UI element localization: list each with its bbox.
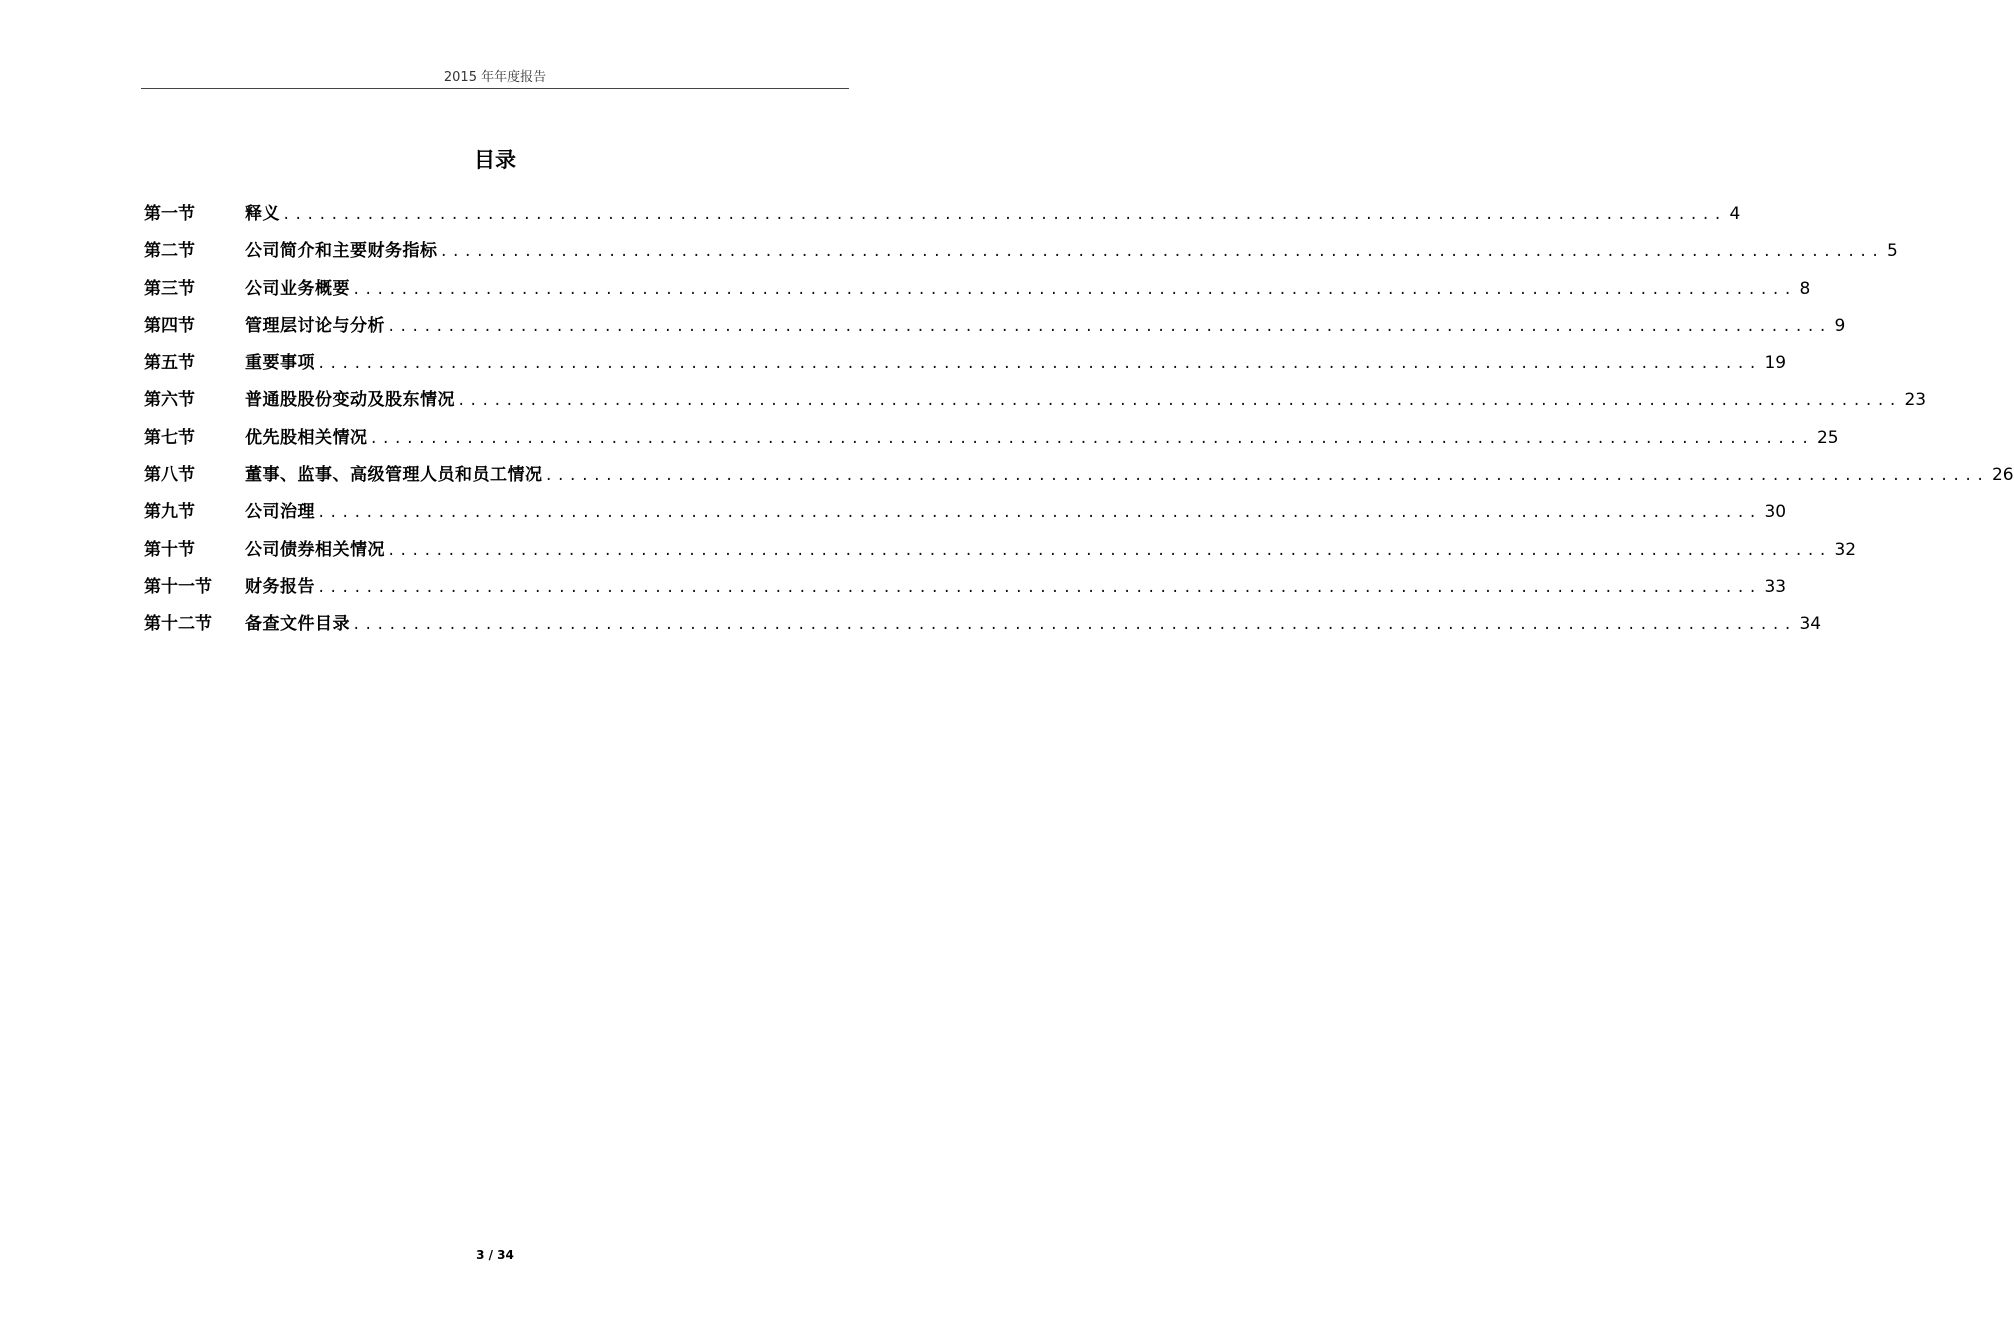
toc-leader-dots: ........................................................................................................................ [387,318,1831,335]
toc-section-title: 公司治理 [245,502,315,523]
toc-section-number: 第七节 [144,427,195,448]
toc-entry[interactable] [144,348,1787,385]
toc-leader-dots: ........................................................................................................................ [439,244,1883,261]
toc-entry[interactable] [144,274,1811,311]
toc-entry[interactable] [144,236,1898,273]
toc-entry[interactable] [144,423,1839,460]
toc-section-title: 公司债券相关情况 [245,539,385,560]
toc-section-title: 备查文件目录 [245,614,350,635]
toc-page-number: 23 [1904,390,1927,411]
toc-leader-dots: ........................................................................................................................ [387,542,1831,559]
page-header: 2015 年年度报告 [443,70,547,85]
toc-section-number: 第二节 [144,241,195,262]
toc-section-number: 第四节 [144,315,195,336]
toc-section-title: 优先股相关情况 [245,427,368,448]
toc-leader-dots: ........................................................................................................................ [544,468,1988,485]
toc-leader-dots: ........................................................................................................................ [317,505,1761,522]
toc-page-number: 32 [1834,539,1857,560]
toc-entry[interactable] [144,385,1927,422]
toc-page-number: 26 [1991,465,2014,486]
toc-leader-dots: ........................................................................................................................ [352,617,1796,634]
toc-section-number: 第十二节 [144,614,212,635]
toc-section-number: 第九节 [144,502,195,523]
toc-leader-dots: ........................................................................................................................ [282,207,1726,223]
toc-page-number: 5 [1886,241,1898,262]
toc-entry[interactable] [144,199,1741,236]
toc-page-number: 9 [1834,315,1846,336]
toc-section-title: 管理层讨论与分析 [245,315,385,336]
toc-title: 目录 [474,148,516,172]
toc-section-title: 重要事项 [245,353,315,374]
toc-section-number: 第十一节 [144,576,212,597]
table-of-contents [144,199,2014,647]
toc-section-number: 第三节 [144,278,195,299]
header-divider [141,88,849,89]
toc-entry[interactable] [144,572,1787,609]
toc-entry[interactable] [144,460,2014,497]
toc-leader-dots: ........................................................................................................................ [317,579,1761,596]
toc-page-number: 30 [1764,502,1787,523]
toc-entry[interactable] [144,535,1857,572]
toc-section-number: 第一节 [144,204,195,224]
toc-leader-dots: ........................................................................................................................ [369,430,1813,447]
toc-section-title: 财务报告 [245,576,315,597]
page-number-footer: 3 / 34 [476,1248,514,1262]
toc-entry[interactable] [144,609,1822,646]
toc-page-number: 8 [1799,278,1811,299]
toc-page-number: 33 [1764,576,1787,597]
toc-section-title: 公司简介和主要财务指标 [245,241,438,262]
toc-entry[interactable] [144,497,1787,534]
toc-section-title: 普通股股份变动及股东情况 [245,390,455,411]
toc-leader-dots: ........................................................................................................................ [317,356,1761,373]
toc-entry[interactable] [144,311,1846,348]
toc-page-number: 4 [1729,204,1741,224]
toc-leader-dots: ........................................................................................................................ [352,281,1796,298]
toc-section-number: 第十节 [144,539,195,560]
toc-section-number: 第六节 [144,390,195,411]
toc-section-title: 释义 [245,204,280,224]
toc-section-title: 董事、监事、高级管理人员和员工情况 [245,465,543,486]
toc-leader-dots: ........................................................................................................................ [457,393,1901,410]
toc-page-number: 25 [1816,427,1839,448]
toc-section-number: 第五节 [144,353,195,374]
toc-page-number: 34 [1799,614,1822,635]
toc-section-number: 第八节 [144,465,195,486]
toc-section-title: 公司业务概要 [245,278,350,299]
toc-page-number: 19 [1764,353,1787,374]
